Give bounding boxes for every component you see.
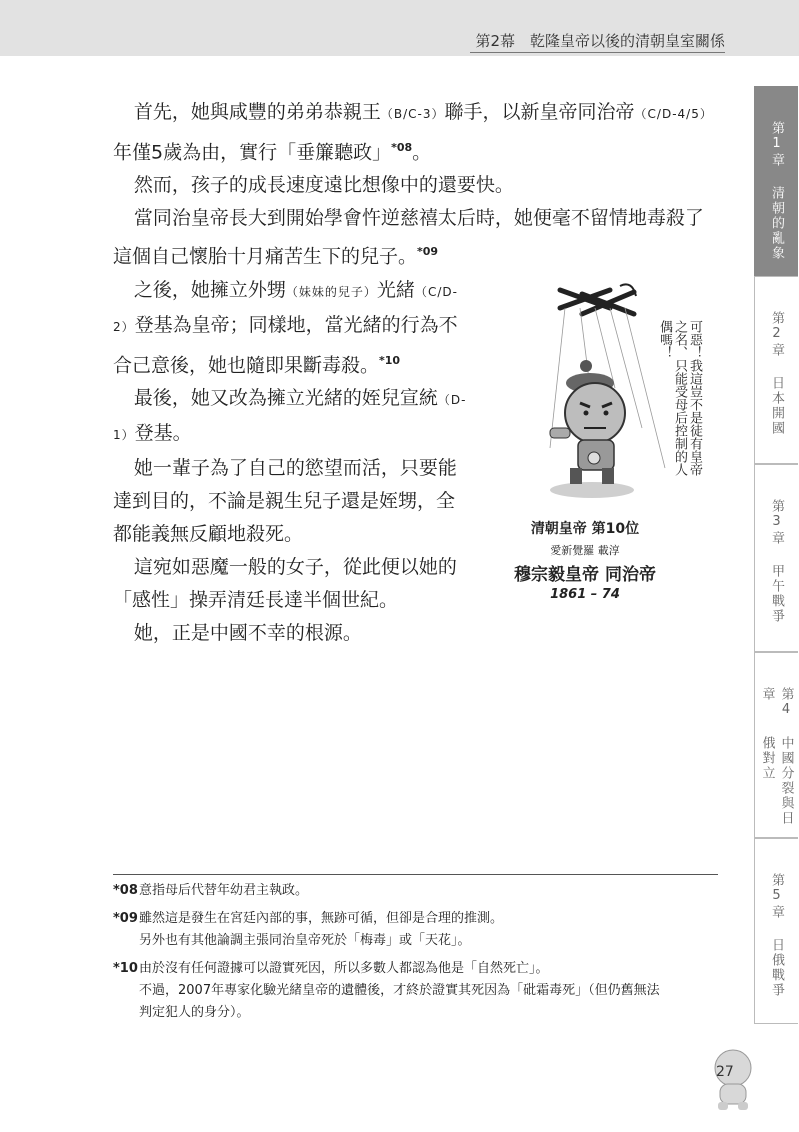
header-divider [470,52,725,53]
footnote-09: *09雖然這是發生在宮廷內部的事，無跡可循，但卻是合理的推測。 另外也有其他論調主張同治皇帝死於「梅毒」或「天花」。 [113,911,504,948]
chapter-side-tabs [754,86,799,1024]
paragraph-5: 最後，她又改為擁立光緒的姪兒宣統（D-1）登基。 [113,386,467,444]
caption-reign-years: 1861 – 74 [550,587,620,602]
paragraph-3: 當同治皇帝長大到開始學會忤逆慈禧太后時，她便毫不留情地毒殺了這個自己懷胎十月痛苦生下的兒子。$^{*09}$ [113,207,704,268]
caption-personal-name: 愛新覺羅 載淳 [550,544,620,557]
paragraph-6: 她一輩子為了自己的慾望而活，只要能達到目的，不論是親生兒子還是姪甥，全都能義無反顧地殺死。 [113,456,457,545]
chapter-tab-5[interactable]: 第5章 日俄戰爭 [754,838,798,1024]
paragraph-7: 這宛如惡魔一般的女子，從此便以她的「感性」操弄清廷長達半個世紀。 [113,555,457,611]
chapter-tab-1[interactable]: 第1章 清朝的亂象 [754,86,798,276]
footnote-10: *10由於沒有任何證據可以證實死因，所以多數人都認為他是「自然死亡」。 不過，2007年專家化驗光緒皇帝的遺體後，才終於證實其死因為「砒霜毒死」（但仍舊無法 判定犯人的身分）。 [113,961,660,1020]
paragraph-4: 之後，她擁立外甥（妹妹的兒子）光緒（C/D-2）登基為皇帝；同樣地，當光緒的行為不合己意後，她也隨即果斷毒殺。$^{*10}$ [113,278,458,376]
speech-bubble-text: 可惡！我這豈不是徒有皇帝之名、只能受母后控制的人偶嗎！ [657,320,702,476]
page-number: 27 [716,1064,734,1080]
illustration-caption [505,518,665,602]
paragraph-1: 首先，她與咸豐的弟弟恭親王（B/C-3）聯手，以新皇帝同治帝（C/D-4/5）年僅5歲為由，實行「垂簾聽政」$^{*08}$。 [113,101,713,164]
caption-temple-name: 穆宗毅皇帝 同治帝 [514,565,656,585]
chapter-tab-3[interactable]: 第3章 甲午戰爭 [754,464,798,652]
chapter-tab-4[interactable]: 第4章 中國分裂與日俄對立 [754,652,798,838]
paragraph-2: 然而，孩子的成長速度遠比想像中的還要快。 [133,174,514,197]
puppet-cross-bar [560,290,634,314]
paragraph-8: 她，正是中國不幸的根源。 [133,621,362,644]
footnote-divider [113,874,718,875]
page-header [0,0,799,56]
chapter-tab-2[interactable]: 第2章 日本開國 [754,276,798,464]
footnote-08: *08意指母后代替年幼君主執政。 [113,883,309,898]
section-title: 第2幕 乾隆皇帝以後的清朝皇室關係 [475,32,725,50]
footnotes [113,880,723,1030]
caption-emperor-order: 清朝皇帝 第10位 [530,521,640,537]
